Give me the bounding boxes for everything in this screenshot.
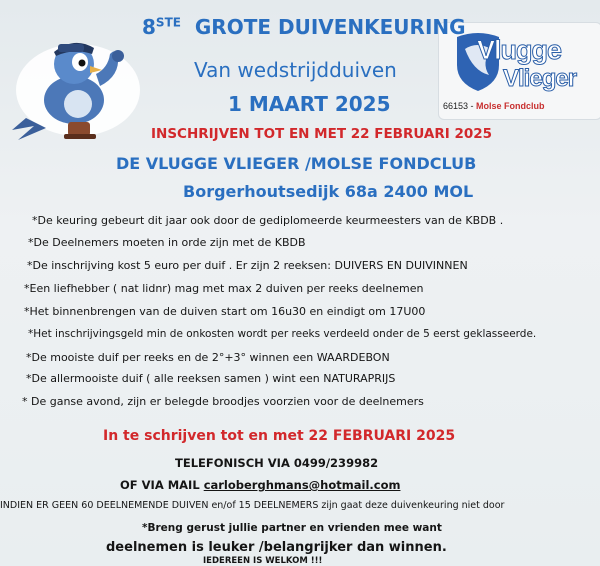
- rule-item: *De Deelnemers moeten in orde zijn met de KBDB: [28, 236, 306, 249]
- page-title: [142, 15, 466, 39]
- rule-item: *Een liefhebber ( nat lidnr) mag met max 2 duiven per reeks deelnemen: [24, 282, 424, 295]
- title-ordinal: 8: [142, 15, 156, 39]
- title-ordinal-suffix: STE: [155, 15, 181, 30]
- club-name: DE VLUGGE VLIEGER /MOLSE FONDCLUB: [116, 154, 477, 173]
- club-address: Borgerhoutsedijk 68a 2400 MOL: [183, 182, 474, 201]
- mail-line: [120, 478, 400, 492]
- rule-item: *De inschrijving kost 5 euro per duif . Er zijn 2 reeksen: DUIVERS EN DUIVINNEN: [27, 259, 468, 272]
- mail-prefix: OF VIA MAIL: [120, 478, 204, 492]
- logo-club-number: 66153 -: [443, 101, 474, 111]
- rule-item: *Het binnenbrengen van de duiven start om 16u30 en eindigt om 17U00: [24, 305, 426, 318]
- register-heading: In te schrijven tot en met 22 FEBRUARI 2025: [103, 428, 456, 444]
- slogan: deelnemen is leuker /belangrijker dan winnen.: [106, 540, 447, 555]
- email-link[interactable]: carloberghmans@hotmail.com: [203, 478, 401, 492]
- logo-club-name: Molse Fondclub: [476, 101, 545, 111]
- subtitle: Van wedstrijdduiven: [194, 58, 397, 82]
- welcome-line: IEDEREEN IS WELKOM !!!: [203, 556, 323, 566]
- rule-item: *De mooiste duif per reeks en de 2°+3° winnen een WAARDEBON: [26, 351, 390, 364]
- rule-item: *De keuring gebeurt dit jaar ook door de gediplomeerde keurmeesters van de KBDB .: [32, 214, 504, 227]
- logo-club-line: [443, 101, 545, 111]
- bring-partner-line: *Breng gerust jullie partner en vrienden mee want: [142, 522, 442, 534]
- rule-item: *De allermooiste duif ( alle reeksen samen ) wint een NATURAPRIJS: [26, 372, 396, 385]
- cancel-notice: INDIEN ER GEEN 60 DEELNEMENDE DUIVEN en/of 15 DEELNEMERS zijn gaat deze duivenkeuring niet door: [0, 500, 505, 511]
- rule-item: *Het inschrijvingsgeld min de onkosten wordt per reeks verdeeld onder de 5 eerst geklasseerde.: [28, 328, 537, 340]
- logo-word-vlieger: Vlieger: [503, 65, 577, 92]
- title-text: GROTE DUIVENKEURING: [194, 15, 466, 39]
- pigeon-mascot-icon: [8, 22, 148, 142]
- logo-word-vlugge: Vlugge: [477, 35, 562, 65]
- registration-deadline: INSCHRIJVEN TOT EN MET 22 FEBRUARI 2025: [151, 126, 493, 142]
- rule-item: * De ganse avond, zijn er belegde broodjes voorzien voor de deelnemers: [22, 395, 424, 408]
- event-date: 1 MAART 2025: [228, 92, 391, 116]
- phone-line: TELEFONISCH VIA 0499/239982: [175, 456, 379, 470]
